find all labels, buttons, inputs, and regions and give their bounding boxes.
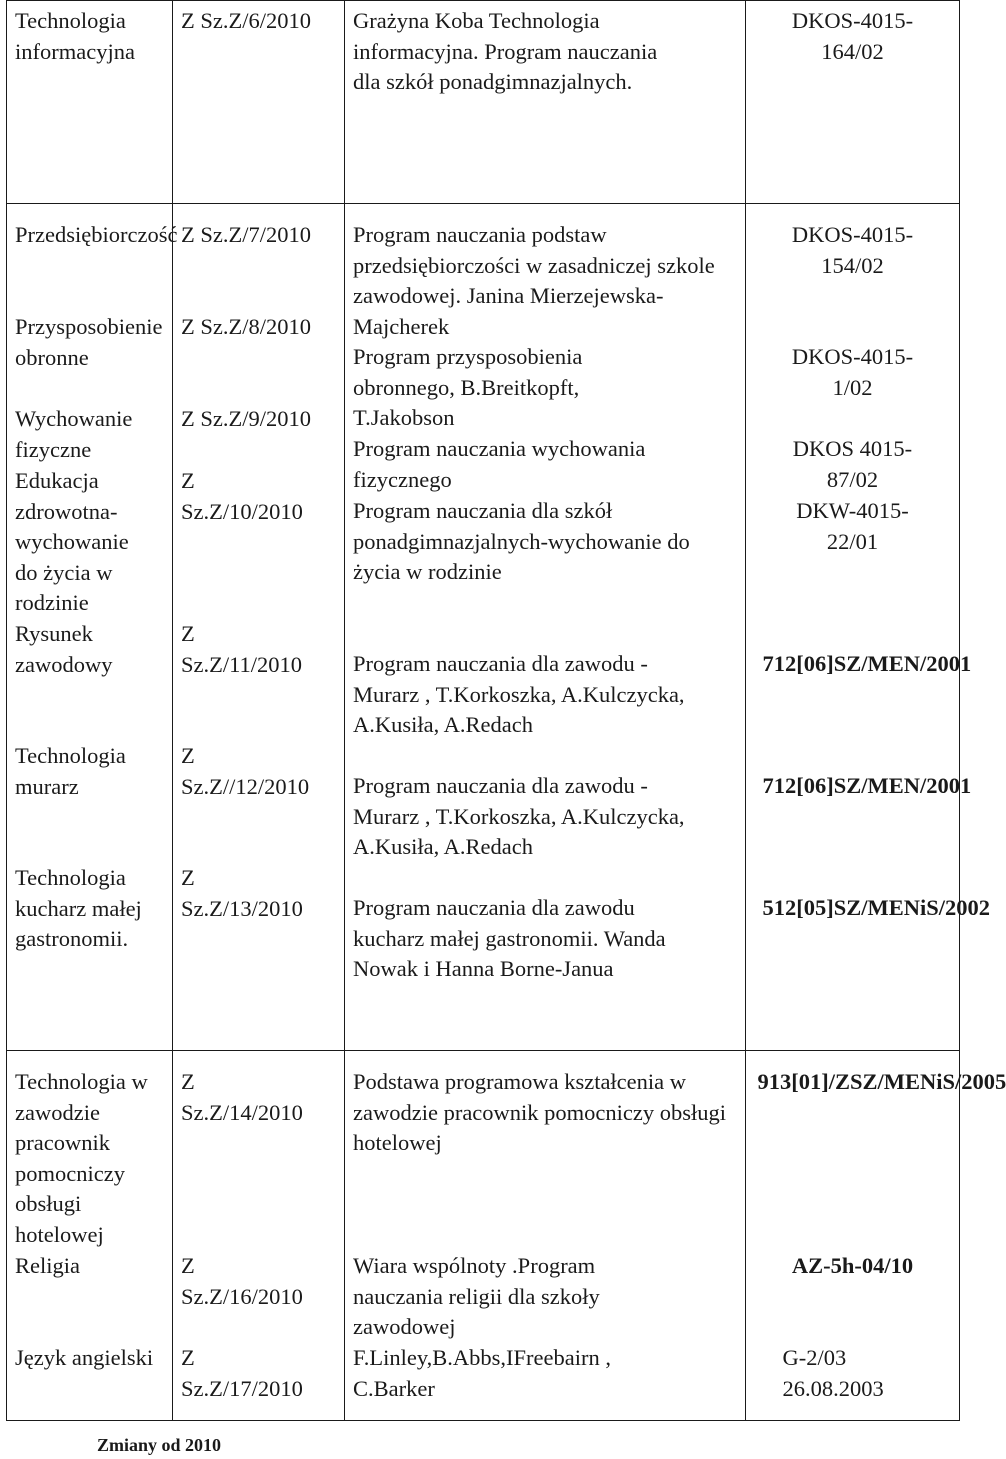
program-code: Z Sz.Z/6/2010 — [181, 8, 311, 33]
program-description: Program nauczania dla szkół ponadgimnazjalnych-wychowanie do życia w rodzinie — [353, 498, 690, 584]
program-code: Z Sz.Z//12/2010 — [181, 743, 310, 799]
approval-number: AZ-5h-04/10 — [791, 1253, 914, 1278]
program-code: Z Sz.Z/8/2010 — [181, 314, 311, 339]
program-code: Z Sz.Z/9/2010 — [181, 406, 311, 431]
program-cell — [345, 1051, 746, 1421]
subject-cell — [7, 1051, 173, 1421]
program-description: Program nauczania dla zawodu kucharz małej gastronomii. Wanda Nowak i Hanna Borne-Janua — [353, 895, 666, 981]
subject-cell — [7, 1, 173, 204]
program-cell — [345, 204, 746, 1051]
subject-name: Technologia informacyjna — [15, 8, 135, 64]
program-description: Grażyna Koba Technologia informacyjna. Program nauczania dla szkół ponadgimnazjalnych. — [353, 8, 658, 94]
subject-name: Edukacja zdrowotna-wychowanie do życia w rodzinie — [15, 468, 129, 615]
approval-number: 512[05]SZ/MENiS/2002 — [762, 895, 991, 920]
program-description: Program nauczania podstaw przedsiębiorczości w zasadniczej szkole zawodowej. Janina Mierzejewska- Majcherek — [353, 222, 715, 339]
subject-name: Wychowanie fizyczne — [15, 406, 133, 462]
approval-number: DKOS-4015-154/02 — [791, 222, 914, 278]
code-cell — [173, 1051, 345, 1421]
program-description: Program nauczania wychowania fizycznego — [353, 436, 646, 492]
program-description: Program nauczania dla zawodu - Murarz , T.Korkoszka, A.Kulczycka, A.Kusiła, A.Redach — [353, 773, 685, 859]
approval-number: DKOS 4015-87/02 — [792, 436, 913, 492]
program-code: Z Sz.Z/17/2010 — [181, 1345, 303, 1401]
subject-name: Technologia w zawodzie pracownik pomocniczy obsługi hotelowej — [15, 1069, 148, 1247]
program-code: Z Sz.Z/11/2010 — [181, 621, 303, 677]
footer-note: Zmiany od 2010 — [97, 1435, 222, 1455]
program-cell — [345, 1, 746, 204]
program-code: Z Sz.Z/16/2010 — [181, 1253, 303, 1309]
approval-number: DKW-4015-22/01 — [796, 498, 909, 554]
curriculum-table — [6, 0, 1006, 1421]
subject-name: Rysunek zawodowy — [15, 621, 113, 677]
code-cell — [173, 204, 345, 1051]
program-description: F.Linley,B.Abbs,IFreebairn , C.Barker — [353, 1345, 611, 1401]
table-row — [7, 1, 960, 204]
subject-name: Technologia murarz — [15, 743, 126, 799]
code-cell — [173, 1, 345, 204]
approval-number: 712[06]SZ/MEN/2001 — [762, 651, 972, 676]
approval-number-cell — [746, 1051, 1006, 1421]
approval-number-cell — [746, 1, 960, 204]
approval-number-cell — [746, 204, 991, 1051]
subject-name: Przedsiębiorczość — [15, 222, 178, 247]
table-row — [7, 204, 960, 1051]
approval-number: G-2/03 26.08.2003 — [782, 1345, 884, 1401]
program-code: Z Sz.Z/14/2010 — [181, 1069, 303, 1125]
table-row — [7, 1051, 960, 1421]
program-code: Z Sz.Z/7/2010 — [181, 222, 311, 247]
approval-number: 712[06]SZ/MEN/2001 — [762, 773, 972, 798]
program-code: Z Sz.Z/10/2010 — [181, 468, 303, 524]
subject-name: Technologia kucharz małej gastronomii. — [15, 865, 142, 951]
program-description: Program przysposobienia obronnego, B.Breitkopft, T.Jakobson — [353, 344, 583, 430]
approval-number: DKOS-4015-1/02 — [791, 344, 914, 400]
subject-name: Religia — [15, 1253, 80, 1278]
subject-cell — [7, 204, 178, 1051]
subject-name: Język angielski — [15, 1345, 154, 1370]
program-description: Program nauczania dla zawodu - Murarz , T.Korkoszka, A.Kulczycka, A.Kusiła, A.Redach — [353, 651, 685, 737]
approval-number: DKOS-4015-164/02 — [791, 8, 914, 64]
subject-name: Przysposobienie obronne — [15, 314, 163, 370]
program-description: Wiara wspólnoty .Program nauczania religii dla szkoły zawodowej — [353, 1253, 600, 1339]
program-code: Z Sz.Z/13/2010 — [181, 865, 303, 921]
approval-number: 913[01]/ZSZ/MENiS/2005 — [757, 1069, 1006, 1094]
program-description: Podstawa programowa kształcenia w zawodzie pracownik pomocniczy obsługi hotelowej — [353, 1069, 727, 1155]
